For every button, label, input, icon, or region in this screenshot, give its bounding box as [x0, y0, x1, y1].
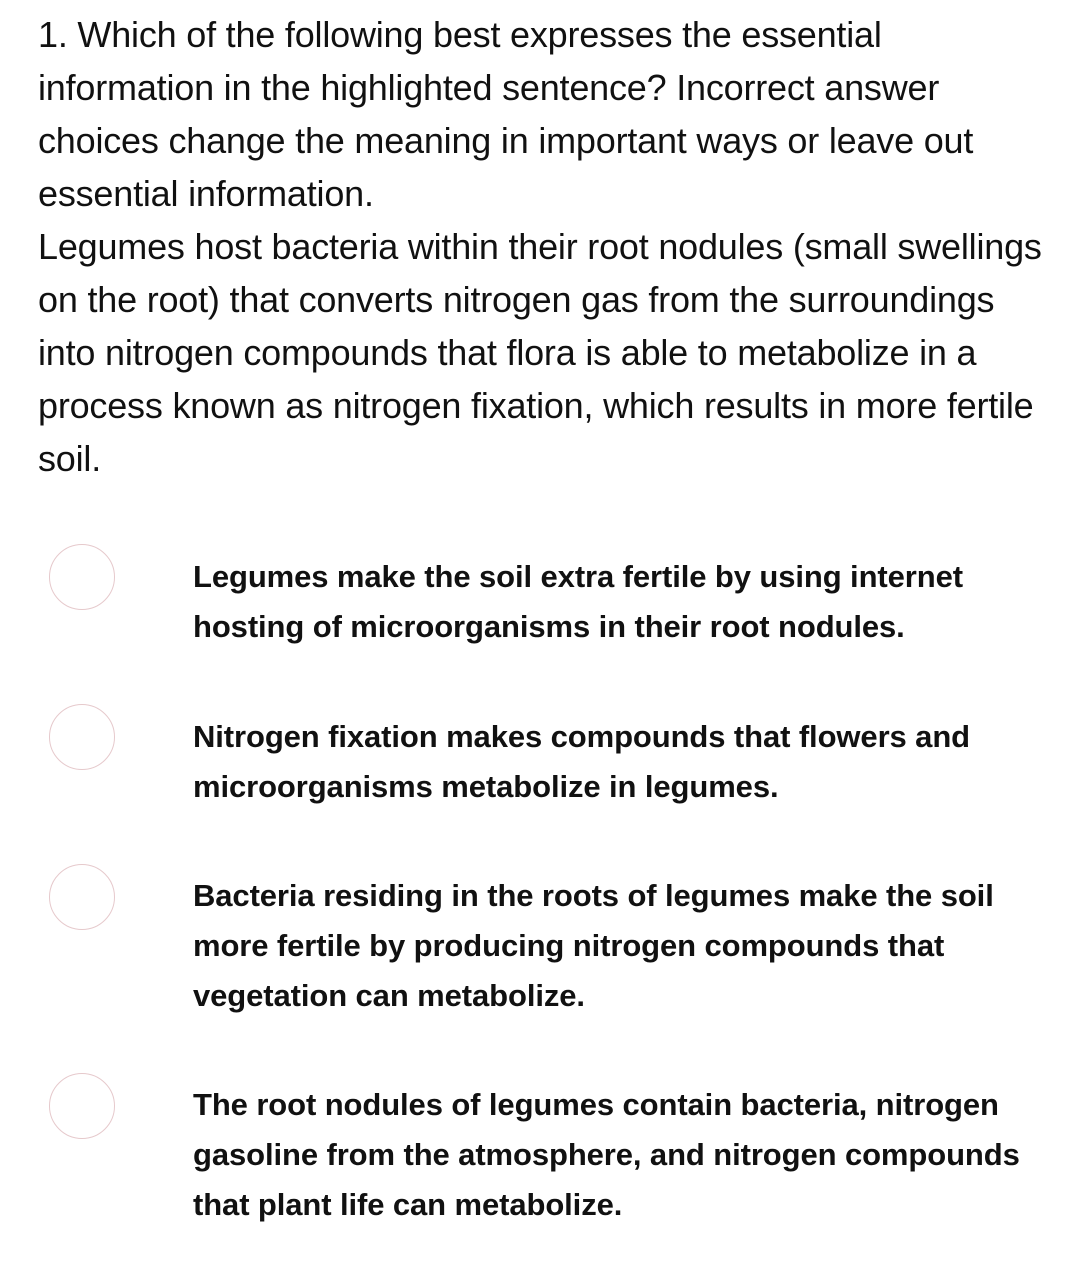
answer-option-text: The root nodules of legumes contain bacteria, nitrogen gasoline from the atmosphere, and nitrogen compounds that plant life can metabolize. — [193, 1087, 1020, 1222]
radio-button[interactable] — [49, 1073, 115, 1139]
question-prompt: 1. Which of the following best expresses the essential information in the highlighted sentence? Incorrect answer choices change the meaning in important ways or leave out essential information. — [38, 14, 974, 214]
answer-option-text: Bacteria residing in the roots of legumes make the soil more fertile by producing nitrogen compounds that vegetation can metabolize. — [193, 878, 994, 1013]
radio-button[interactable] — [49, 864, 115, 930]
answer-option-text: Nitrogen fixation makes compounds that flowers and microorganisms metabolize in legumes. — [193, 719, 970, 804]
answer-option-text: Legumes make the soil extra fertile by using internet hosting of microorganisms in their root nodules. — [193, 559, 963, 644]
radio-button[interactable] — [49, 544, 115, 610]
highlighted-sentence: Legumes host bacteria within their root nodules (small swellings on the root) that converts nitrogen gas from the surroundings into nitrogen compounds that flora is able to metabolize in a process known as nitrogen fixation, which results in more fertile soil. — [38, 226, 1042, 479]
radio-button[interactable] — [49, 704, 115, 770]
